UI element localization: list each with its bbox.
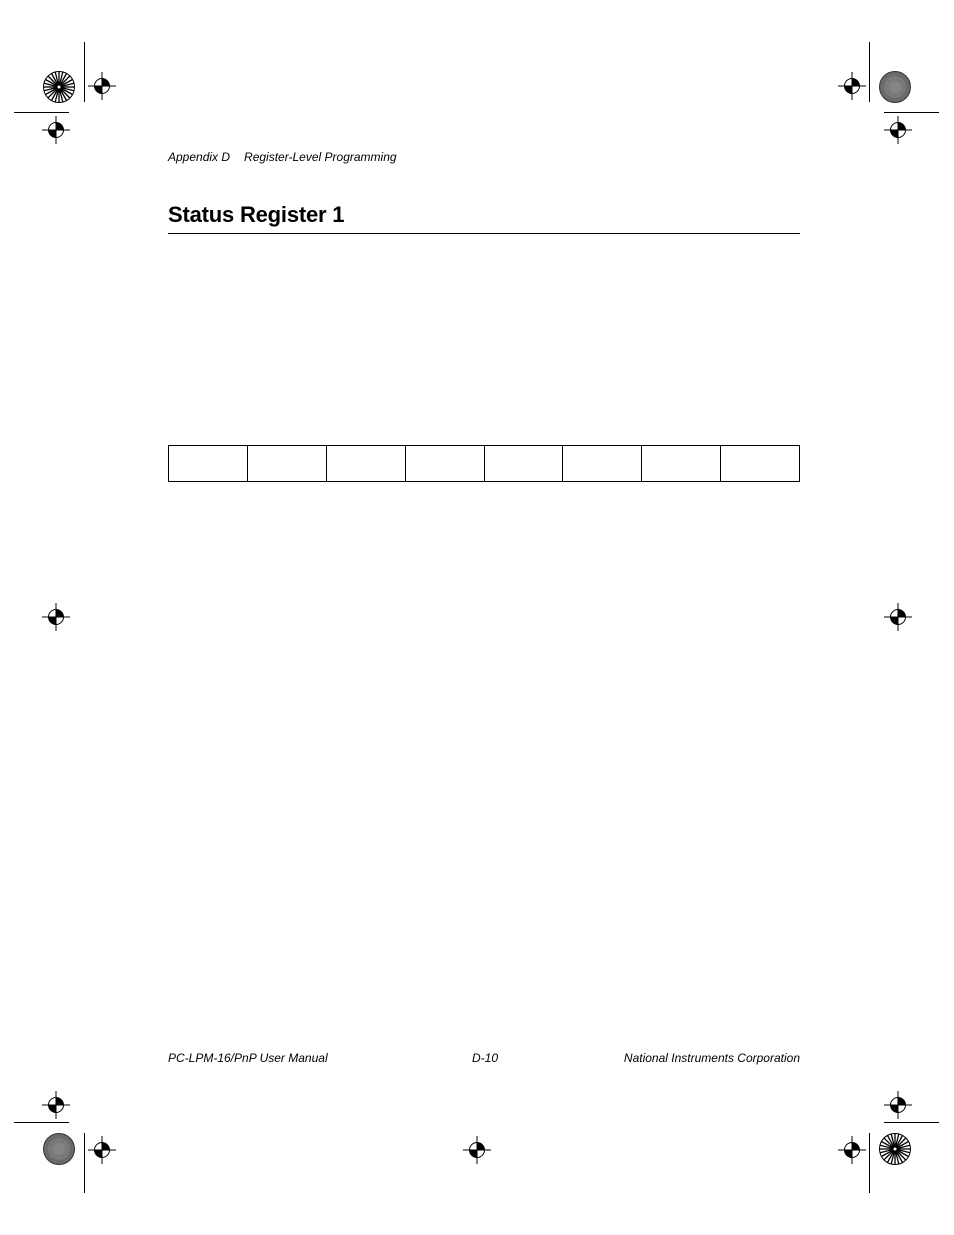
bit-cell xyxy=(484,446,563,482)
footer-page-number: D-10 xyxy=(472,1051,499,1065)
crop-line xyxy=(84,42,85,102)
bit-cell xyxy=(247,446,326,482)
bit-cell xyxy=(326,446,405,482)
halftone-mark-icon xyxy=(879,71,911,103)
table-row xyxy=(169,446,800,482)
footer-company: National Instruments Corporation xyxy=(623,1051,800,1065)
registration-target-icon xyxy=(884,1091,912,1119)
register-bit-table xyxy=(168,445,800,482)
crop-line xyxy=(14,1122,69,1123)
registration-target-icon xyxy=(838,72,866,100)
starburst-mark-icon xyxy=(879,1133,911,1165)
bit-cell xyxy=(721,446,800,482)
section-title: Status Register 1 xyxy=(168,202,345,227)
registration-target-icon xyxy=(884,116,912,144)
bit-cell xyxy=(642,446,721,482)
registration-target-icon xyxy=(838,1136,866,1164)
running-header xyxy=(168,150,397,164)
registration-target-icon xyxy=(884,603,912,631)
registration-target-icon xyxy=(42,1091,70,1119)
footer-manual-title: PC-LPM-16/PnP User Manual xyxy=(168,1051,328,1065)
registration-target-icon xyxy=(88,1136,116,1164)
registration-target-icon xyxy=(42,603,70,631)
bit-cell xyxy=(405,446,484,482)
registration-target-icon xyxy=(42,116,70,144)
starburst-mark-icon xyxy=(43,71,75,103)
crop-line xyxy=(84,1133,85,1193)
registration-target-icon xyxy=(463,1136,491,1164)
crop-line xyxy=(884,1122,939,1123)
header-appendix: Appendix D xyxy=(168,150,231,164)
bit-cell xyxy=(563,446,642,482)
registration-target-icon xyxy=(88,72,116,100)
bit-cell xyxy=(169,446,248,482)
crop-line xyxy=(869,1133,870,1193)
crop-line xyxy=(14,112,69,113)
title-rule xyxy=(168,233,800,234)
header-chapter: Register-Level Programming xyxy=(244,150,397,164)
halftone-mark-icon xyxy=(43,1133,75,1165)
crop-line xyxy=(869,42,870,102)
crop-line xyxy=(884,112,939,113)
